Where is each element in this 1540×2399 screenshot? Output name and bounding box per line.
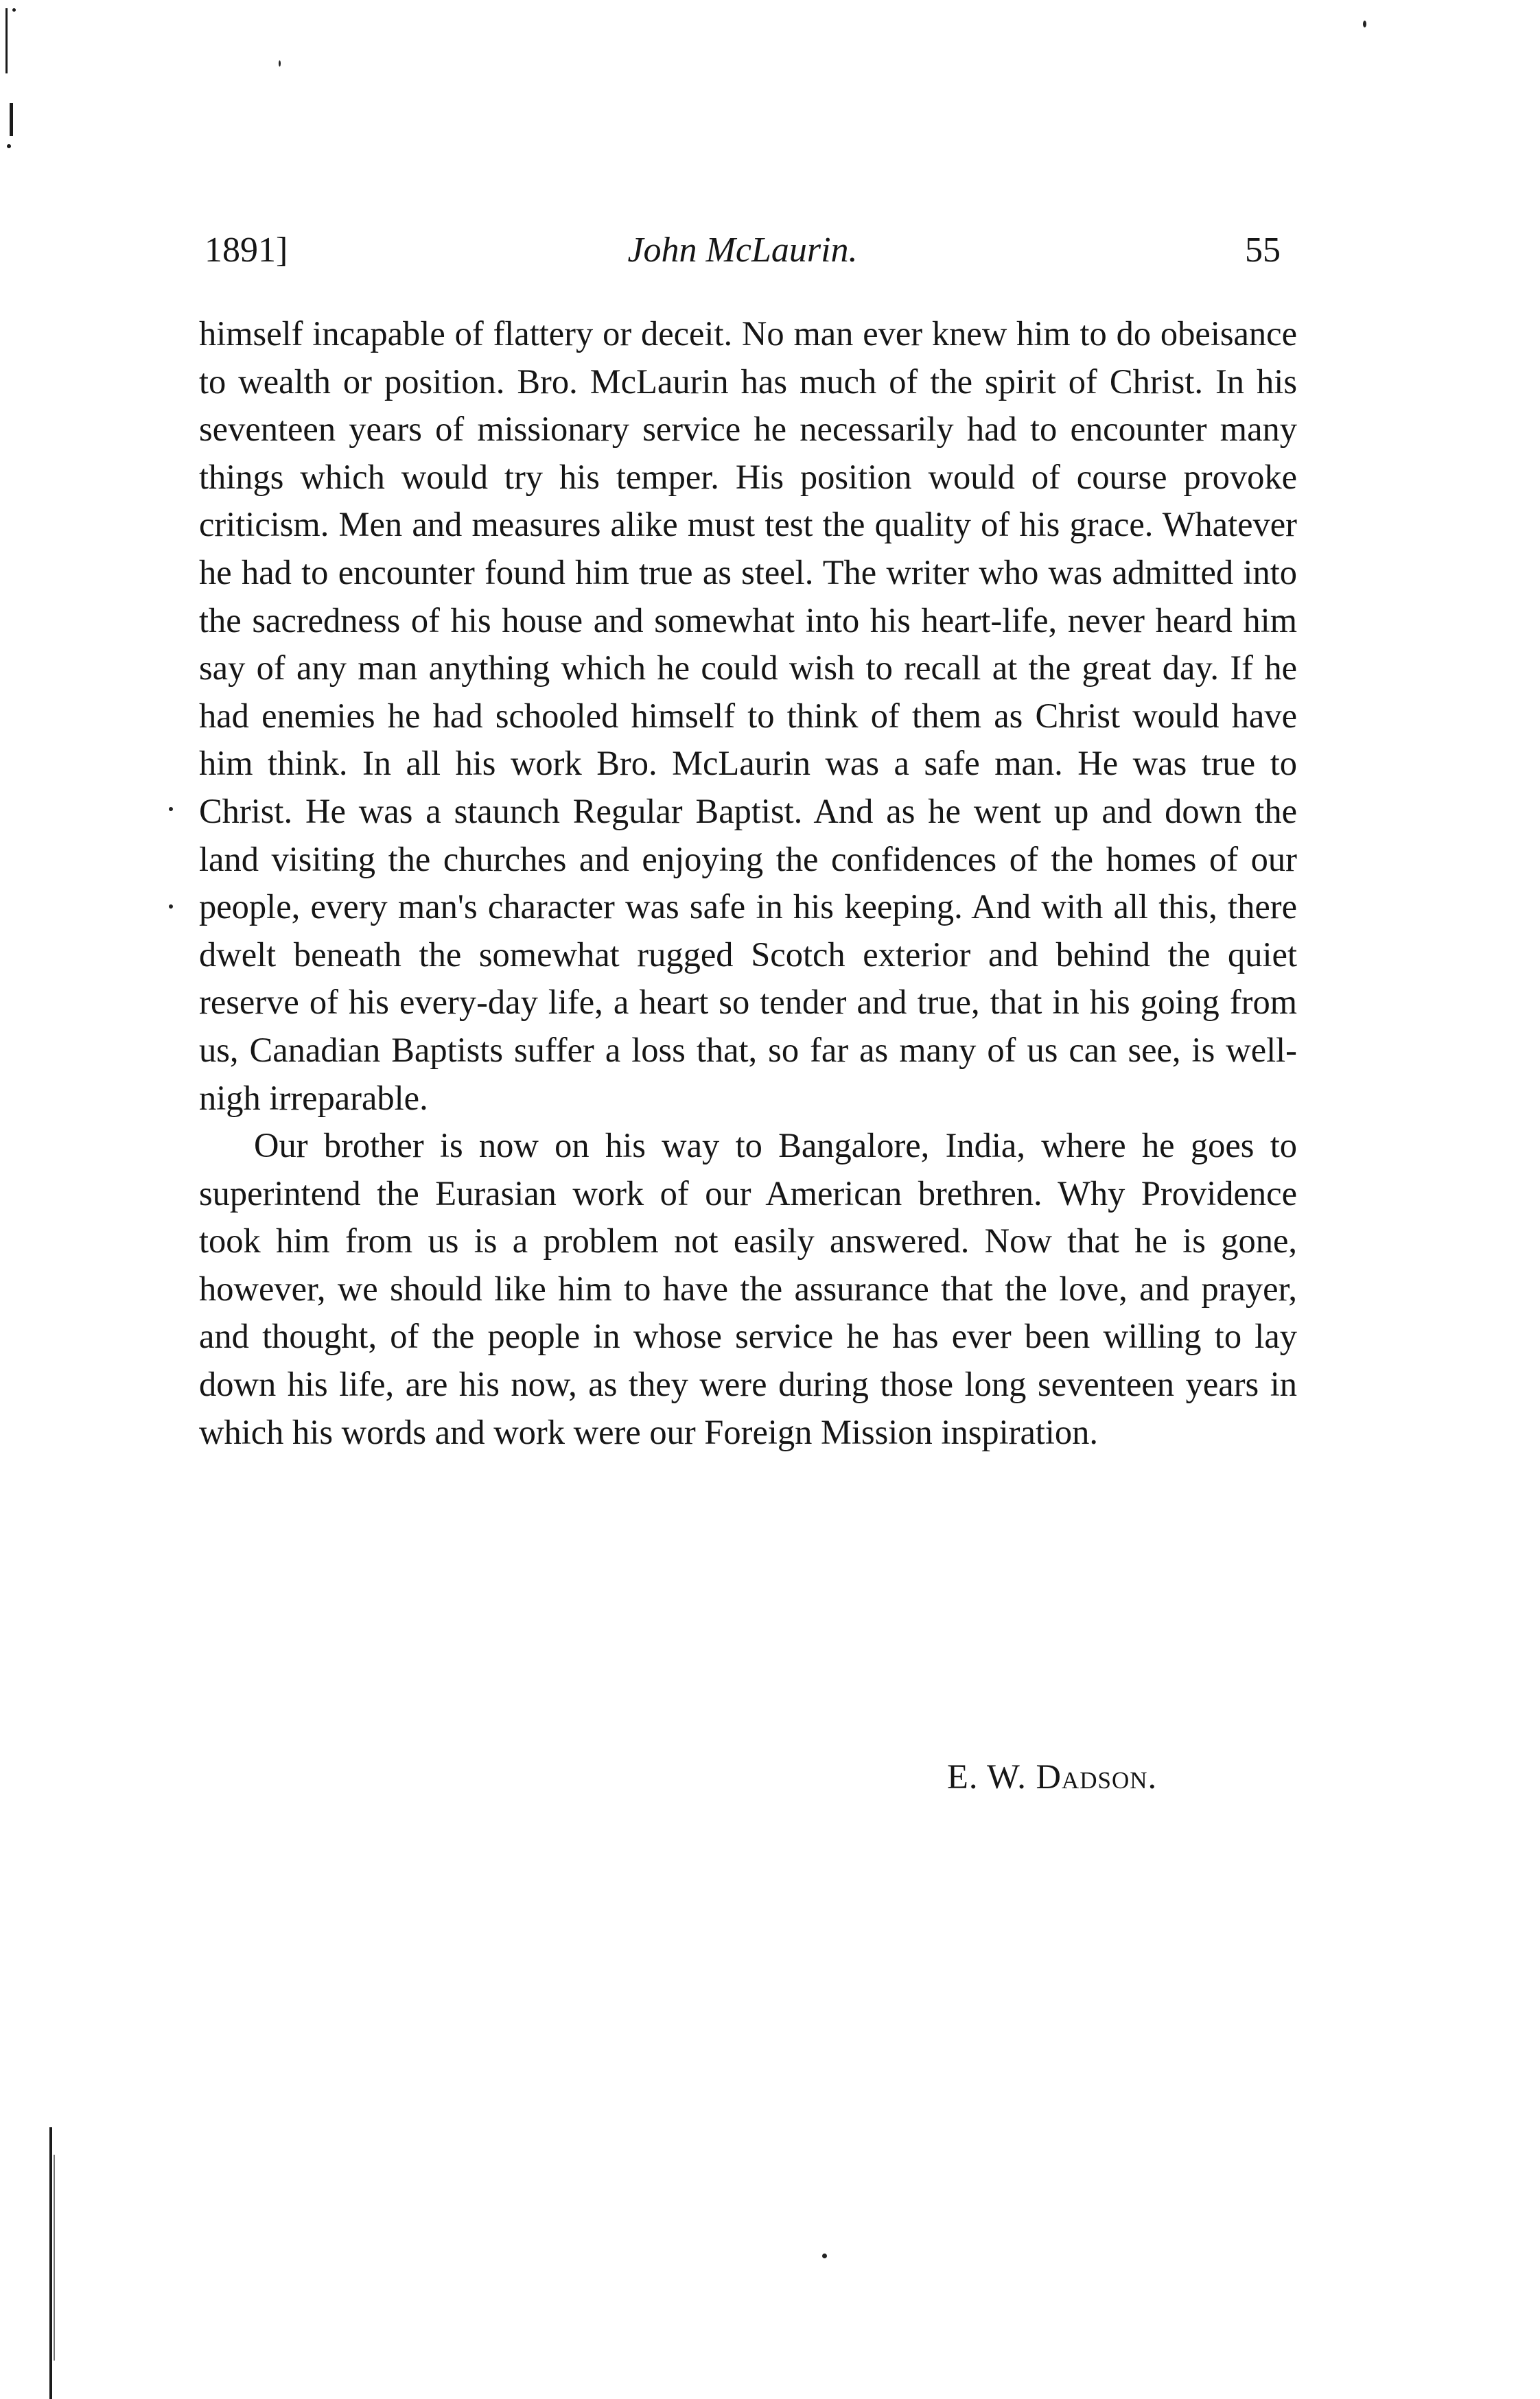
scan-margin-mark [12,8,16,12]
header-year: 1891] [205,231,288,270]
scan-margin-mark [5,8,8,73]
scan-speck [822,2254,827,2258]
scan-speck [1363,21,1366,27]
author-signature: E. W. Dadson. [947,1757,1158,1796]
scan-speck [169,904,173,909]
page-number: 55 [1245,231,1281,270]
scan-margin-mark [54,2155,55,2361]
scan-speck [279,60,281,67]
article-body [199,310,1297,1456]
paragraph: Our brother is now on his way to Bangalore, India, where he goes to superintend the Eurasian work of our American brethren. Why Providence took him from us is a problem not easily answered. Now that he is gone, however, we should like him to have the assurance that the love, and prayer, and thought, of the people in whose service he has ever been willing to lay down his life, are his now, as they were during those long seventeen years in which his words and work were our Foreign Mission inspiration. [199,1126,1297,1451]
scan-margin-mark [7,144,11,148]
running-head [205,226,1281,274]
header-title: John McLaurin. [627,231,858,270]
scan-margin-mark [49,2127,52,2399]
scan-speck [169,807,173,811]
scan-margin-mark [10,103,13,136]
paragraph: himself incapable of flattery or deceit. No man ever knew him to do obeisance to wealth or position. Bro. McLaurin has much of the spirit of Christ. In his seventeen years of missionary service he necessarily had to encounter many things which would try his temper. His position would of course provoke criticism. Men and measures alike must test the quality of his grace. Whatever he had to encounter found him true as steel. The writer who was admitted into the sacredness of his house and somewhat into his heart-life, never heard him say of any man anything which he could wish to recall at the great day. If he had enemies he had schooled himself to think of them as Christ would have him think. In all his work Bro. McLaurin was a safe man. He was true to Christ. He was a staunch Regular Baptist. And as he went up and down the land visiting the churches and enjoying the confidences of the homes of our people, every man's character was safe in his keeping. And with all this, there dwelt beneath the somewhat rugged Scotch exterior and behind the quiet reserve of his every-day life, a heart so tender and true, that in his going from us, Canadian Baptists suffer a loss that, so far as many of us can see, is well-nigh irreparable. [199,314,1297,1117]
